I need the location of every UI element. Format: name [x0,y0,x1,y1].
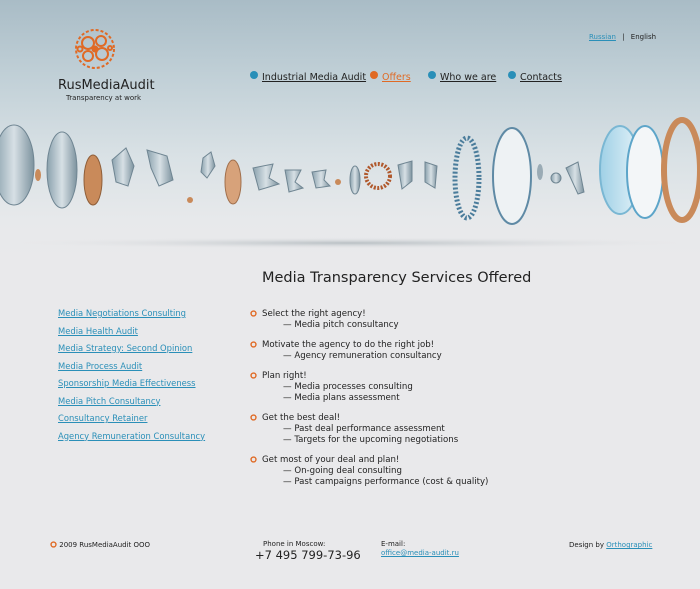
service-item: — On-going deal consulting [283,466,402,476]
orange-bullet-icon [250,341,257,348]
nav-bullet-icon [508,71,516,79]
nav-contacts[interactable] [520,72,562,83]
language-switch [589,33,656,41]
copyright-icon [50,541,57,548]
email-link[interactable]: office@media-audit.ru [381,549,459,557]
watch-parts-illustration [0,110,700,250]
orange-bullet-icon [250,372,257,379]
side-link-media-process-audit[interactable]: Media Process Audit [58,360,143,371]
service-item: — Targets for the upcoming negotiations [283,435,459,445]
nav-industrial-media-audit[interactable] [262,72,366,83]
orange-bullet-icon [250,414,257,421]
service-title: Plan right! [262,371,307,381]
side-navigation [58,308,205,448]
nav-label: Industrial Media Audit [262,72,367,83]
gears-logo-icon [72,26,118,72]
nav-bullet-icon [428,71,436,79]
lang-separator: | [622,33,625,41]
service-title: Get the best deal! [262,413,341,423]
nav-bullet-icon [250,71,258,79]
nav-bullet-icon [370,71,378,79]
nav-who-we-are[interactable] [440,72,496,83]
brand-tagline: Transparency at work [66,94,142,102]
service-title: Get most of your deal and plan! [262,455,400,465]
lang-english-current: English [630,33,657,41]
copyright [50,541,150,549]
side-link-agency-remuneration-consultancy[interactable]: Agency Remuneration Consultancy [58,430,206,441]
nav-label: Offers [382,72,411,83]
nav-label: Contacts [520,72,562,83]
side-link-sponsorship-media-effectiveness[interactable]: Sponsorship Media Effectiveness [58,378,196,388]
design-credit-prefix: Design by [569,541,604,549]
designer-link[interactable]: Orthographic [606,541,653,549]
side-link-media-negotiations-consulting[interactable]: Media Negotiations Consulting [58,308,186,318]
side-link-consultancy-retainer[interactable]: Consultancy Retainer [58,413,148,423]
phone-label: Phone in Moscow: [263,540,326,548]
service-item: — Past deal performance assessment [283,424,445,434]
lang-russian-link[interactable]: Russian [589,33,616,41]
copyright-text: 2009 RusMediaAudit OOO [59,541,151,549]
service-item: — Agency remuneration consultancy [283,351,442,361]
side-link-media-pitch-consultancy[interactable]: Media Pitch Consultancy [58,395,161,406]
orange-bullet-icon [250,310,257,317]
design-credit [569,541,652,549]
service-item: — Media processes consulting [283,382,413,392]
service-item: — Past campaigns performance (cost & quality) [283,477,489,487]
page-title: Media Transparency Services Offered [262,270,532,286]
service-item: — Media plans assessment [283,393,400,403]
orange-bullet-icon [250,456,257,463]
brand-name: RusMediaAudit [58,78,155,93]
nav-label: Who we are [440,72,497,83]
nav-offers[interactable] [382,72,411,83]
service-title: Motivate the agency to do the right job! [262,340,435,350]
service-title: Select the right agency! [262,309,366,319]
service-item: — Media pitch consultancy [283,320,399,330]
email-label: E-mail: [381,540,406,548]
side-link-media-strategy-second-opinion[interactable]: Media Strategy: Second Opinion [58,343,193,353]
phone-number: +7 495 799-73-96 [255,548,361,562]
side-link-media-health-audit[interactable]: Media Health Audit [58,325,138,336]
